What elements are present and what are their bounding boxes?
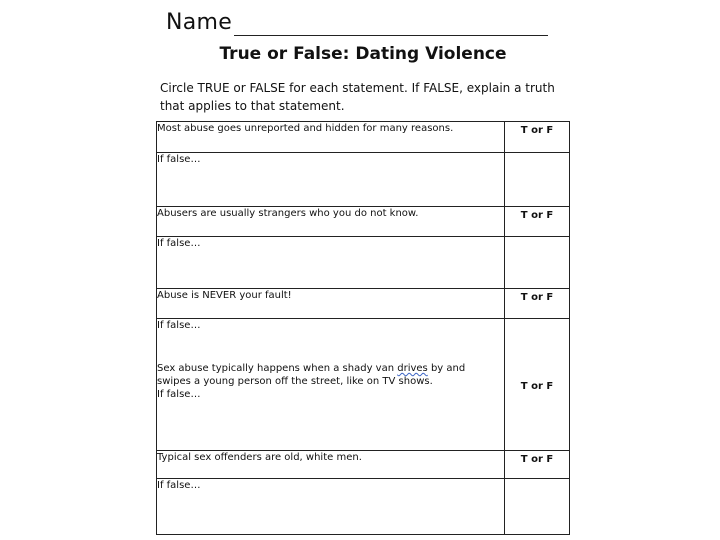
statement-cell bbox=[157, 122, 505, 153]
answer-cell[interactable] bbox=[505, 207, 570, 237]
if-false-label: If false… bbox=[157, 320, 201, 331]
answer-choice[interactable]: T or F bbox=[520, 292, 554, 303]
answer-choice[interactable]: T or F bbox=[520, 210, 554, 221]
blank-cell bbox=[505, 479, 570, 535]
if-false-label: If false… bbox=[157, 389, 201, 400]
if-false-label: If false… bbox=[157, 480, 201, 491]
statement-cell bbox=[157, 207, 505, 237]
table-row bbox=[157, 479, 570, 535]
name-row bbox=[166, 10, 556, 40]
statement-text: Abuse is NEVER your fault! bbox=[157, 290, 292, 301]
explanation-cell[interactable] bbox=[157, 237, 505, 289]
name-blank-line[interactable] bbox=[234, 35, 548, 36]
instructions: Circle TRUE or FALSE for each statement. If FALSE, explain a truth that applies to that statement. bbox=[160, 81, 555, 113]
statement-text: Abusers are usually strangers who you do not know. bbox=[157, 208, 419, 219]
table-row bbox=[157, 237, 570, 289]
answer-cell[interactable] bbox=[505, 122, 570, 153]
answer-choice[interactable]: T or F bbox=[520, 125, 554, 136]
merged-statement-cell[interactable] bbox=[157, 319, 505, 451]
table-row bbox=[157, 207, 570, 237]
name-label: Name bbox=[166, 10, 233, 35]
statement-cell bbox=[157, 289, 505, 319]
statement-text: Typical sex offenders are old, white men. bbox=[157, 452, 362, 463]
statement-cell bbox=[157, 451, 505, 479]
statement-text-continued: swipes a young person off the street, like on TV shows. bbox=[157, 376, 433, 387]
statement-text: Sex abuse typically happens when a shady van drives by and bbox=[157, 363, 466, 374]
table-row bbox=[157, 451, 570, 479]
explanation-cell[interactable] bbox=[157, 479, 505, 535]
table-row bbox=[157, 319, 570, 451]
explanation-cell[interactable] bbox=[157, 153, 505, 207]
true-false-table bbox=[156, 121, 570, 535]
answer-cell[interactable] bbox=[505, 319, 570, 451]
table-row bbox=[157, 153, 570, 207]
if-false-label: If false… bbox=[157, 238, 201, 249]
if-false-label: If false… bbox=[157, 154, 201, 165]
table-row bbox=[157, 289, 570, 319]
worksheet-title: True or False: Dating Violence bbox=[219, 44, 507, 64]
spellcheck-flagged-word: drives bbox=[397, 363, 428, 374]
statement-text: Most abuse goes unreported and hidden for many reasons. bbox=[157, 123, 454, 134]
answer-choice[interactable]: T or F bbox=[520, 380, 554, 392]
table-row bbox=[157, 122, 570, 153]
answer-cell[interactable] bbox=[505, 289, 570, 319]
answer-choice[interactable]: T or F bbox=[520, 454, 554, 465]
answer-cell[interactable] bbox=[505, 451, 570, 479]
blank-cell bbox=[505, 153, 570, 207]
blank-cell bbox=[505, 237, 570, 289]
